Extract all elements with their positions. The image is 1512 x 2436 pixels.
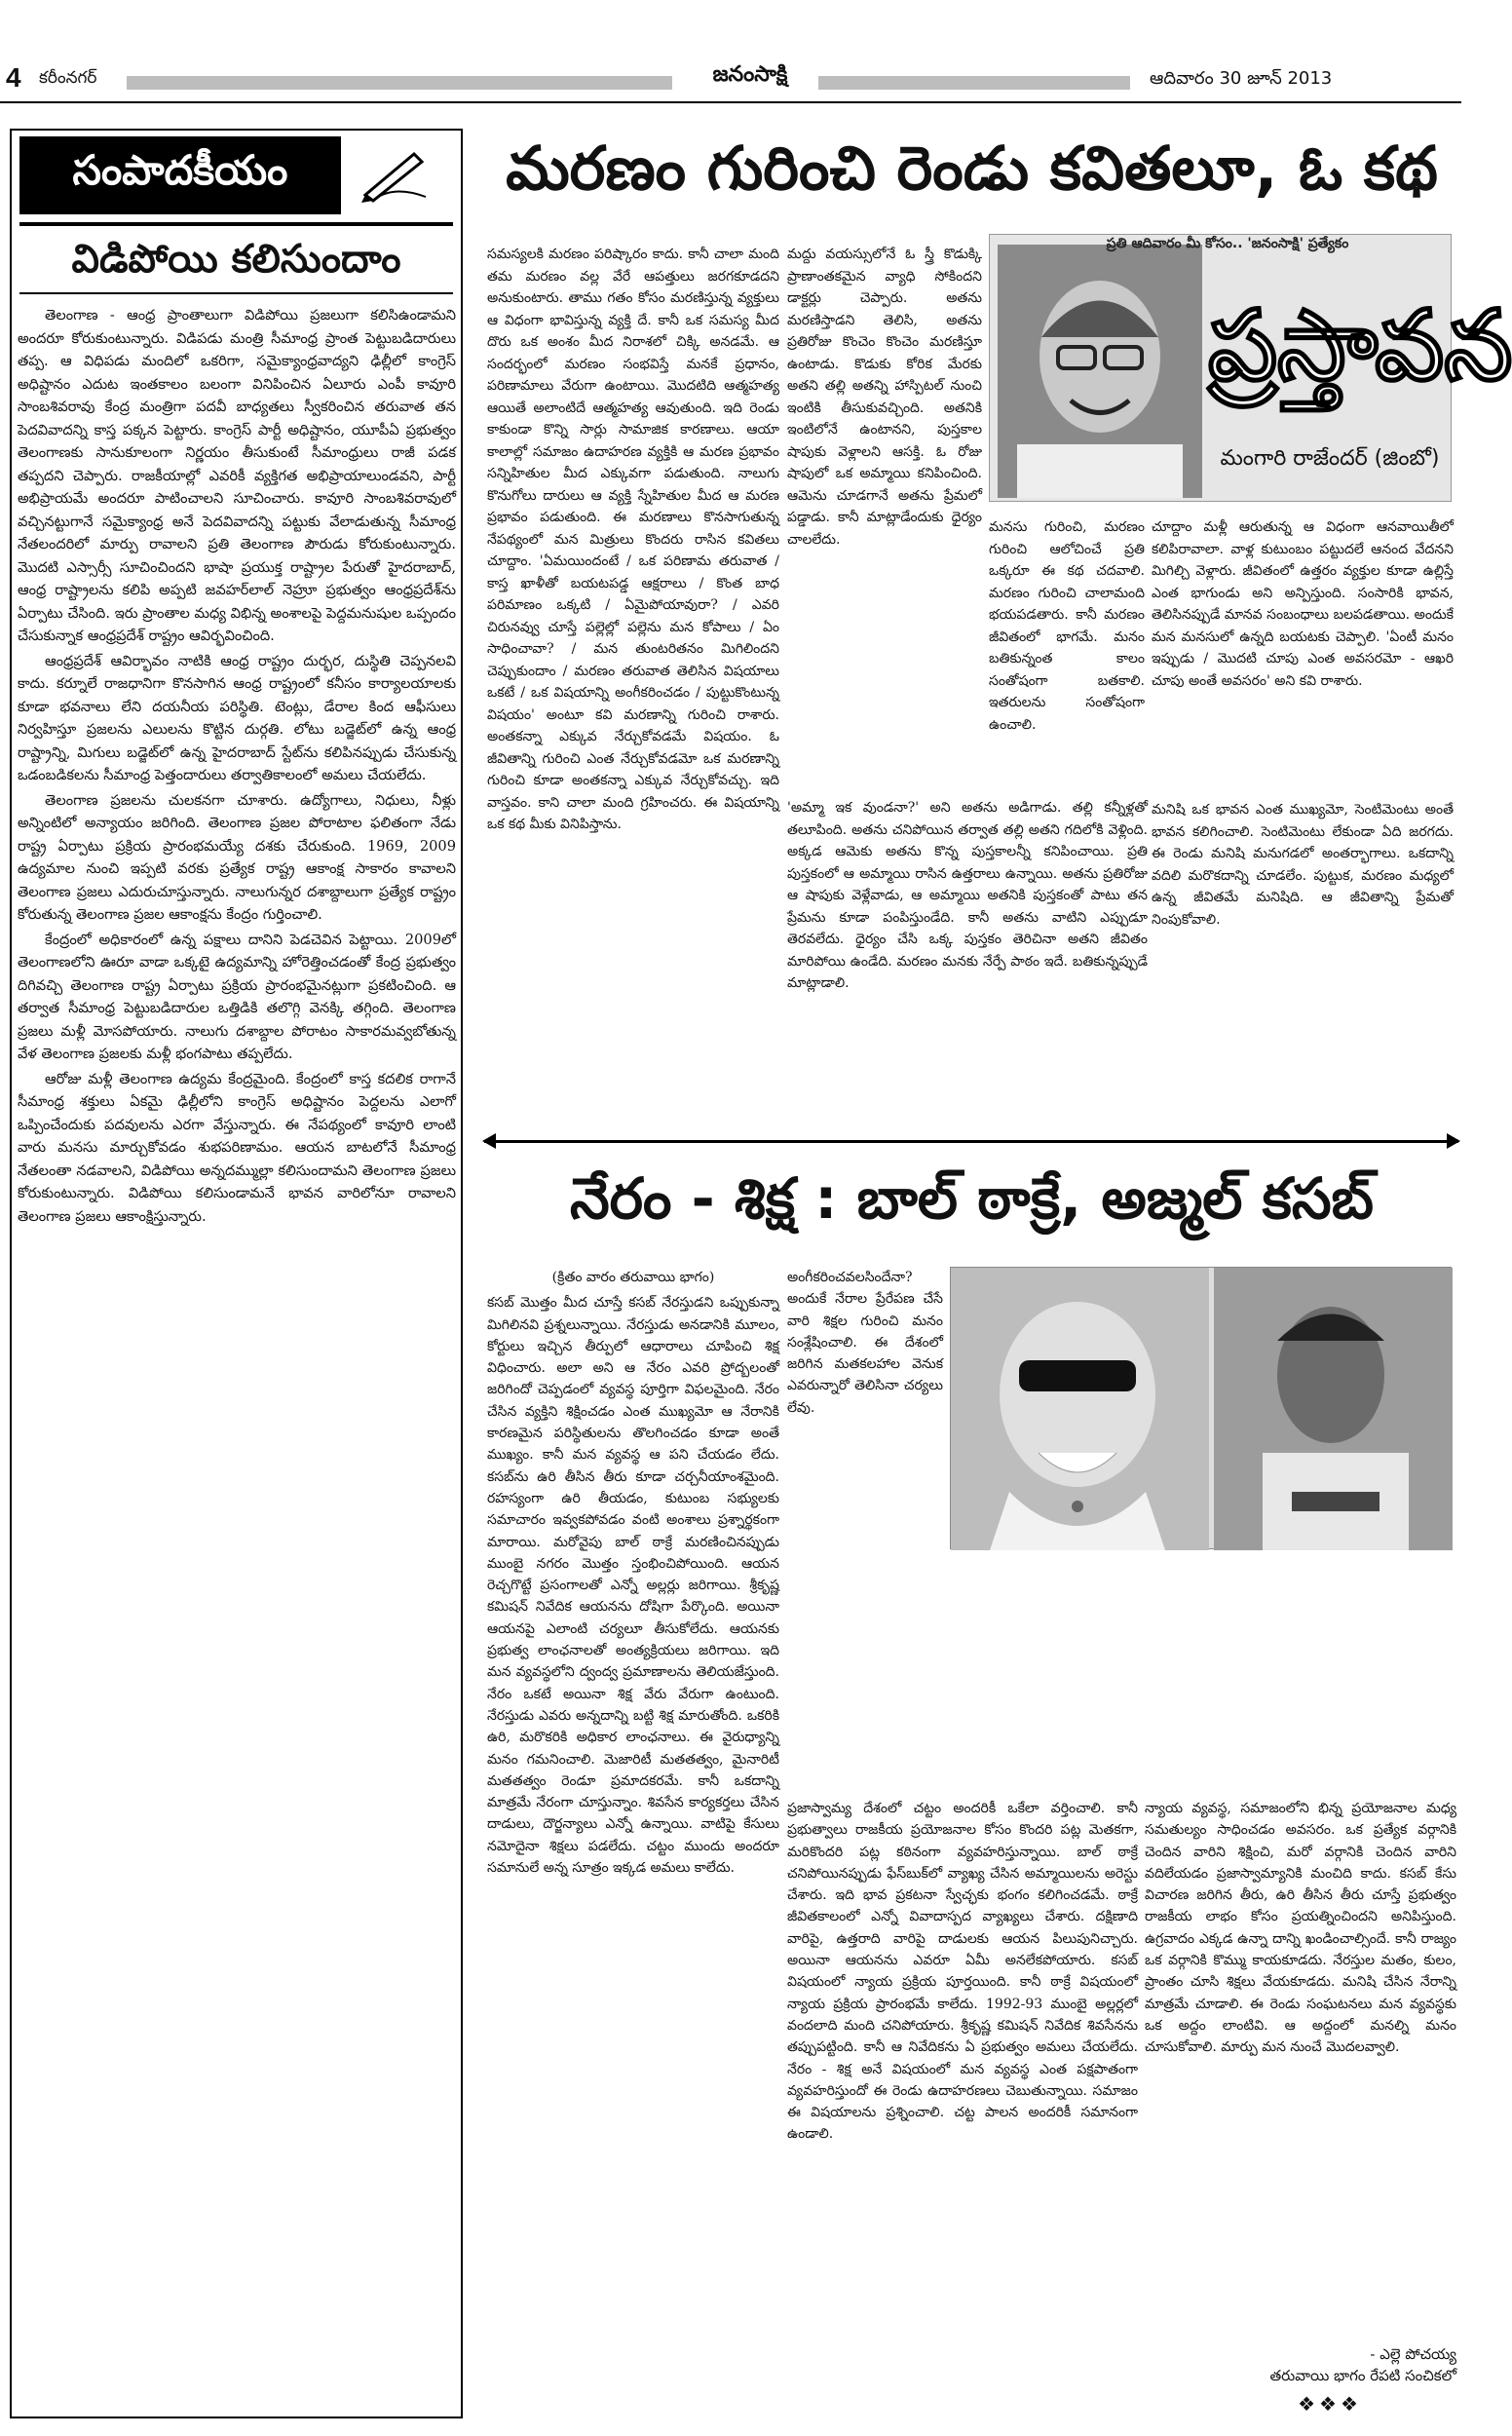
arrow-right-icon [1447, 1133, 1460, 1149]
article2-column-1-text: కసబ్ మొత్తం మీద చూస్తే కసబ్ నేరస్తుడని ఒప్పుకున్నా మిగిలినవి ప్రశ్నలున్నాయి. నేరస్తుడు అనడానికి మూలం, కోర్టులు ఇచ్చిన తీర్పులో ఆధారాలు చూపించి శిక్ష విధించారు. అలా అని ఆ నేరం ఎవరి ప్రోద్బలంతో జరిగిందో చెప్పడంలో వ్యవస్థ పూర్తిగా విఫలమైంది. నేరం చేసిన వ్యక్తిని శిక్షించడం ఎంత ముఖ్యమో ఆ నేరానికి కారణమైన పరిస్థితులను తొలగించడం కూడా అంతే ముఖ్యం. కానీ మన వ్యవస్థ ఆ పని చేయడం లేదు. కసబ్‌ను ఉరి తీసిన తీరు కూడా చర్చనీయాంశమైంది. రహస్యంగా ఉరి తీయడం, కుటుంబ సభ్యులకు సమాచారం ఇవ్వకపోవడం వంటి అంశాలు ప్రశ్నార్థకంగా మారాయి. మరోవైపు బాల్ ఠాక్రే మరణించినప్పుడు ముంబై నగరం మొత్తం స్తంభించిపోయింది. ఆయన రెచ్చగొట్టే ప్రసంగాలతో ఎన్నో అల్లర్లు జరిగాయి. శ్రీకృష్ణ కమిషన్ నివేదిక ఆయనను దోషిగా పేర్కొంది. అయినా ఆయనపై ఎలాంటి చర్యలూ తీసుకోలేదు. ఆయనకు ప్రభుత్వ లాంఛనాలతో అంత్యక్రియలు జరిగాయి. ఇది మన వ్యవస్థలోని ద్వంద్వ ప్రమాణాలను తెలియజేస్తుంది. నేరం ఒకటే అయినా శిక్ష వేరు వేరుగా ఉంటుంది. నేరస్తుడు ఎవరు అన్నదాన్ని బట్టి శిక్ష మారుతోంది. ఒకరికి ఉరి, మరొకరికి అధికార లాంఛనాలు. ఈ వైరుధ్యాన్ని మనం గమనించాలి. మెజారిటీ మతతత్వం, మైనారిటీ మతతత్వం రెండూ ప్రమాదకరమే. కానీ ఒకదాన్ని మాత్రమే నేరంగా చూస్తున్నాం. శివసేన కార్యకర్తలు చేసిన దాడులు, దౌర్జన్యాలు ఎన్నో ఉన్నాయి. వాటిపై కేసులు నమోదైనా శిక్షలు పడలేదు. చట్టం ముందు అందరూ సమానులే అన్న సూత్రం ఇక్కడ అమలు కాలేదు. [487, 1295, 779, 1877]
column-banner-text: ప్రతి ఆదివారం మీ కోసం.. 'జనంసాక్షి' ప్రత్యేకం [1106, 236, 1349, 251]
paper-logo: జనంసాక్షి [712, 62, 788, 87]
header-rule-right [818, 76, 1130, 90]
header-rule-left [127, 76, 672, 90]
author-photo [998, 245, 1202, 498]
section-divider [484, 1140, 1458, 1143]
article1-column-right: చూద్దాం మళ్లీ ఆరుతున్న ఆ విధంగా ఆనవాయితీలో కలిపిరావాలా. వాళ్ల కుటుంబం పట్టుదలే ఆనంద వేదనని మిగిల్చి వెళ్లారు. జీవితంలో ఉత్తరం వ్యక్తుల కూడా ఉల్లిస్తే ఎంత భాగుండు అని అన్పిస్తుంది. సంసారికి భావన, తెలిసినప్పుడే మానవ సంబంధాలు బలపడతాయి. అందుకే మన మనసులో ఉన్నది బయటకు చెప్పాలి. 'ఏంటీ మనం ఇప్పుడు / మొదటి చూపు ఎంత అవసరమో - ఆఖరి చూపు అంతే అవసరం' అని కవి రాశారు. [1152, 519, 1454, 689]
issue-date: ఆదివారం 30 జూన్ 2013 [1150, 68, 1333, 89]
article2-column-2: అంగీకరించవలసిందేనా? అందుకే నేరాల ప్రేరేపణ చేసే వారి శిక్షల గురించి మనం సంశ్లేషించాలి. ఈ దేశంలో జరిగిన మతకలహాల వెనుక ఎవరున్నారో తెలిసినా చర్యలు లేవు. [787, 1270, 943, 1416]
column-title: ప్రస్తావన [1208, 288, 1512, 402]
continued-note: తరువాయి భాగం రేపటి సంచికలో [1269, 2367, 1456, 2384]
editorial-rule-bottom [19, 292, 453, 294]
article2-column-3: న్యాయ వ్యవస్థ, సమాజంలోని భిన్న ప్రయోజనాల మధ్య సమతుల్యం సాధించడం అవసరం. ఒక ప్రత్యేక వర్గానికి చెందిన వారిని శిక్షించి, మరో వర్గానికి చెందిన వారిని వదిలేయడం ప్రజాస్వామ్యానికి మంచిది కాదు. కసబ్ కేసు విచారణ జరిగిన తీరు, ఉరి తీసిన తీరు చూస్తే ప్రభుత్వం రాజకీయ లాభం కోసం ప్రయత్నించిందని అనిపిస్తుంది. ఉగ్రవాదం ఎక్కడ ఉన్నా దాన్ని ఖండించాల్సిందే. కానీ రాజ్యం ఒక వర్గానికి కొమ్ము కాయకూడదు. నేరస్తుల మతం, కులం, ప్రాంతం చూసి శిక్షలు వేయకూడదు. మనిషి చేసిన నేరాన్ని మాత్రమే చూడాలి. ఈ రెండు సంఘటనలు మన వ్యవస్థకు ఒక అద్దం లాంటివి. ఆ అద్దంలో మనల్ని మనం చూసుకోవాలి. మార్పు మన నుంచే మొదలవ్వాలి. [1145, 1801, 1456, 2056]
article1-column-1: సమస్యలకి మరణం పరిష్కారం కాదు. కానీ చాలా మంది తమ మరణం వల్ల వేరే ఆపత్తులు జరగకూడదని అనుకుంటారు. తాము గతం కోసం మరణిస్తున్న వ్యక్తులు ఆ విధంగా భావిస్తున్న వ్యక్తి దే. కానీ ఒక సమస్య మీద దొరు ఒక అంశం మీద నిరాశలో చిక్కి అనడమే. ఆ సందర్భంలో మరణం సంభవిస్తే మనకే ప్రధానం, పరిణామాలు వేరుగా ఉంటాయి. మొదటిది ఆత్మహత్య ఆయితే అలాంటిదే ఆత్మహత్య ఆవుతుంది. ఇది రెండు కాకుండా కొన్ని సార్లు సామాజిక కారణాలు. ఆయా కాలాల్లో సమాజం ఉదాహరణ వ్యక్తికి ఆ మరణ ప్రభావం సన్నిహితుల మీద ఎక్కువగా పడుతుంది. నాలుగు కొనుగోలు దారులు ఆ వ్యక్తి స్నేహితుల మీద ఆ మరణ ప్రభావం పడుతుంది. ఈ మరణాలు కొనసాగుతున్న నేపథ్యంలో మన మిత్రులు కొందరు రాసిన కవితలు చూద్దాం. 'ఏమయిందంటే / ఒక పరిణామ తరువాత / కాస్త ఖాళీతో బయటపడ్డ ఆక్షరాలు / కొంత బాధ పరిమాణం ఒక్కటి / ఏమైపోయావురా? / ఎవరి చిరునవ్వు చూస్తే పల్లెల్లో పల్లెను మన కోపాలు / ఏం సాధించావా? / మన తుంటరితనం మిగిలిందని చెప్పుకుందాం / మరణం తరువాత తెలిసిన విషయాలు ఒకటే / ఒక విషయాన్ని అంగీకరించడం / పుట్టుకొంటున్న విషయం' అంటూ కవి మరణాన్ని గురించి రాశారు. అంతకన్నా ఎక్కువ నేర్చుకోవడమే విషయం. ఓ జీవితాన్ని గురించి ఎంత నేర్చుకోవడమో ఒక మరణాన్ని గురించి కూడా అంతకన్నా ఎక్కువ నేర్చుకోవచ్చు. ఇది వాస్తవం. కాని చాలా మంది గ్రహించరు. ఈ విషయాన్ని ఒక కథ మీకు వినిపిస్తాను. [487, 247, 779, 832]
page-number: 4 [6, 62, 21, 93]
article2-column-1 [487, 1267, 779, 2426]
article2-subhead: (క్రితం వారం తరువాయి భాగం) [551, 1270, 715, 1285]
article1-column-2: మద్దు వయస్సులోనే ఓ స్త్రీ కొడుక్కి ప్రాణాంతకమైన వ్యాధి సోకిందని డాక్టర్లు చెప్పారు. అతను మరణిస్తాడని తెలిసి, అతను ప్రతిరోజు కొంచెం కొంచెం మరణిస్తూ ఉంటాడు. కొడుకు కోరిక మేరకు అతని తల్లి అతన్ని హాస్పిటల్ నుంచి ఇంటికి తీసుకువచ్చింది. అతనికి ఇంటిలోనే ఉంటానని, పుస్తకాల షాపుకు వెళ్లాలని ఆసక్తి. ఓ రోజు షాపులో ఒక అమ్మాయి కనిపించింది. ఆమెను చూడగానే అతను ప్రేమలో పడ్డాడు. కానీ మాట్లాడేందుకు ధైర్యం చాలలేదు. [787, 247, 982, 548]
article2-column-2b: ప్రజాస్వామ్య దేశంలో చట్టం అందరికీ ఒకేలా వర్తించాలి. కానీ ప్రభుత్వాలు రాజకీయ ప్రయోజనాల కోసం కొందరి పట్ల మెతకగా, మరికొందరి పట్ల కఠినంగా వ్యవహరిస్తున్నాయి. బాల్ ఠాక్రే చనిపోయినప్పుడు ఫేస్‌బుక్‌లో వ్యాఖ్య చేసిన అమ్మాయిలను అరెస్టు చేశారు. ఇది భావ ప్రకటనా స్వేచ్ఛకు భంగం కలిగించడమే. ఠాక్రే జీవితకాలంలో ఎన్నో వివాదాస్పద వ్యాఖ్యలు చేశారు. దక్షిణాది వారిపై, ఉత్తరాది వారిపై దాడులకు ఆయన పిలుపునిచ్చారు. అయినా ఆయనను ఎవరూ ఏమీ అనలేకపోయారు. కసబ్ విషయంలో న్యాయ ప్రక్రియ పూర్తయింది. కానీ ఠాక్రే విషయంలో న్యాయ ప్రక్రియ ప్రారంభమే కాలేదు. 1992-93 ముంబై అల్లర్లలో వందలాది మంది చనిపోయారు. శ్రీకృష్ణ కమిషన్ నివేదిక శివసేనను తప్పుపట్టింది. కానీ ఆ నివేదికను ఏ ప్రభుత్వం అమలు చేయలేదు. నేరం - శిక్ష అనే విషయంలో మన వ్యవస్థ ఎంత పక్షపాతంగా వ్యవహరిస్తుందో ఈ రెండు ఉదాహరణలు చెబుతున్నాయి. సమాజం ఈ విషయాలను ప్రశ్నించాలి. చట్ట పాలన అందరికీ సమానంగా ఉండాలి. [787, 1801, 1138, 2143]
arrow-left-icon [482, 1133, 496, 1149]
editorial-body [18, 304, 456, 2414]
editorial-section-label: సంపాదకీయం [19, 136, 341, 214]
article1-column-mid: మనసు గురించి, మరణం గురించి ఆలోచించే ప్రతి ఒక్కరూ ఈ కథ చదవాలి. మరణం గురించి చాలామంది భయపడతారు. కానీ మరణం జీవితంలో భాగమే. మనం బతికున్నంత కాలం సంతోషంగా బతకాలి. ఇతరులను సంతోషంగా ఉంచాలి. [989, 519, 1145, 733]
editorial-headline: విడిపోయి కలిసుందాం [71, 237, 401, 282]
editorial-paragraph: తెలంగాణ - ఆంధ్ర ప్రాంతాలుగా విడిపోయి ప్రజలుగా కలిసిఉండామని అందరూ కోరుకుంటున్నారు. విడిపడు మంత్రి సీమాంధ్ర ప్రాంత పెట్టుబడిదారులు తప్ప. ఆ విధిపడు మందిలో ఒకరిగా, సమైక్యాంధ్రవాద్యని ఢిల్లీలో కాంగ్రెస్ అధిష్టానం ఎదుట ఇంతకాలం బలంగా వినిపించిన ఏలూరు ఎంపీ కావూరి సాంబశివరావు కేంద్ర మంత్రిగా పదవీ బాధ్యతలు స్వీకరించిన తరువాత తన పెదవివాదన్ని కాస్త పక్కన పెట్టారు. కాంగ్రెస్ పార్టీ అధిష్టానం, యూపీఏ ప్రభుత్వం తెలంగాణకు సానుకూలంగా నిర్ణయం తీసుకుంటే సీమాంధ్రులు రాజీ పడక తప్పదని చెప్పారు. రాజకీయాల్లో ఎవరికీ వ్యక్తిగత అభిప్రాయాలుండవని, పార్టీ అభిప్రాయమే అందరూ పాటించాలని సూచించారు. కావూరి సాంబశివరావులో వచ్చినట్టుగానే సమైక్యాంధ్ర అనే పెదవివాదన్ని పట్టుకు వేలాడుతున్న సీమాంధ్ర నేతలందరిలో మార్పు రావాలని ప్రతి తెలంగాణ పౌరుడు కోరుకుంటున్నారు. మొదటి ఎస్సార్సీ సూచించిందని భాషా ప్రయుక్త రాష్ట్రాల పేరుతో హైదరాబాద్, ఆంధ్ర రాష్ట్రాలను కలిపి అప్పటి జవహర్‌లాల్ నెహ్రూ ప్రభుత్వం ఆంధ్రప్రదేశ్‌ను ఏర్పాటు చేసింది. ఇరు ప్రాంతాల మధ్య విభిన్న అంశాలపై పెద్దమనుషుల ఒప్పందం చేసుకున్నాక ఆంధ్రప్రదేశ్ రాష్ట్రం ఆవిర్భవించింది. [18, 307, 456, 644]
editorial-paragraph: ఆంధ్రప్రదేశ్ ఆవిర్భావం నాటికి ఆంధ్ర రాష్ట్రం దుర్భర, దుస్థితి చెప్పనలవి కాదు. కర్నూలే రాజధానిగా కొనసాగిన ఆంధ్ర రాష్ట్రంలో కనీసం కార్యాలయాలకు కూడా భవనాలు లేని దయనీయ పరిస్థితి. టెంట్లు, డేరాల కింద ఆఫీసులు నిర్వహిస్తూ ప్రజలను ఎలులను కొట్టిన దుర్గతి. లోటు బడ్జెట్‌లో ఉన్న ఆంధ్ర రాష్ట్రాన్ని, మిగులు బడ్జెట్‌లో ఉన్న హైదరాబాద్ స్టేట్‌ను కలిపినప్పుడు చేసుకున్న ఒడంబడికలను సీమాంధ్ర పెత్తందారులు తర్వాతికాలంలో అమలు చేయలేదు. [18, 652, 456, 783]
article2-headline: నేరం - శిక్ష : బాల్ ఠాక్రే, అజ్మల్ కసబ్ [569, 1165, 1375, 1232]
article1-headline: మరణం గురించి రెండు కవితలూ, ఓ కథ [506, 133, 1438, 204]
article1-column-3: మనిషి ఒక భావన ఎంత ముఖ్యమో, సెంటిమెంటు అంతే భావన కలిగించాలి. సెంటిమెంటు లేకుండా ఏది జరగదు. ఈ రెండు మనిషి మనుగడలో అంతర్భాగాలు. ఒకదాన్ని వదిలి మరొకదాన్ని చూడలేం. పుట్టుక, మరణం మధ్యలో ఉన్న జీవితమే మనిషిది. ఆ జీవితాన్ని ప్రేమతో నింపుకోవాలి. [1152, 802, 1454, 928]
header-divider [0, 101, 1461, 103]
article2-signature [1145, 2343, 1456, 2392]
editorial-paragraph: ఆరోజు మళ్లీ తెలంగాణ ఉద్యమ కేంద్రమైంది. కేంద్రంలో కాస్త కదలిక రాగానే సీమాంధ్ర శక్తులు ఏకమై ఢిల్లీలోని కాంగ్రెస్ అధిష్టానం పెద్దలను ఎలాగో ఒప్పించేందుకు పదవులను ఎరగా వేస్తున్నారు. ఈ నేపథ్యంలో కావూరి లాంటి వారు మనసు మార్చుకోవడం శుభపరిణామం. ఆయన బాటలోనే సీమాంధ్ర నేతలంతా నడవాలని, విడిపోయి అన్నదమ్ముల్లా కలిసుందామని తెలంగాణ ప్రజలు కోరుకుంటున్నారు. విడిపోయి కలిసుండామనే భావన వారిలోనూ రావాలని తెలంగాణ ప్రజలు ఆకాంక్షిస్తున్నారు. [18, 1070, 456, 1225]
pen-icon [356, 146, 434, 205]
article1-column-2b: 'అమ్మా ఇక వుండనా?' అని అతను అడిగాడు. తల్లి కన్నీళ్లతో తలూపింది. అతను చనిపోయిన తర్వాత తల్లి అతని గదిలోకి వెళ్లింది. అక్కడ ఆమెకు అతను కొన్న పుస్తకాలన్నీ కనిపించాయి. ప్రతి పుస్తకంలో ఆ అమ్మాయి రాసిన ఉత్తరాలు ఉన్నాయి. అతను ప్రతిరోజు ఆ షాపుకు వెళ్లేవాడు, ఆ అమ్మాయి అతనికి పుస్తకంతో పాటు తన ప్రేమను కూడా పంపిస్తుండేది. కానీ అతను వాటిని ఎప్పుడూ తెరవలేదు. ధైర్యం చేసి ఒక్క పుస్తకం తెరిచినా అతని జీవితం మారిపోయి ఉండేది. మరణం మనకు నేర్పే పాఠం ఇదే. బతికున్నప్పుడే మాట్లాడాలి. [787, 800, 1148, 991]
column-author: మంగారి రాజేందర్ (జింబో) [1220, 446, 1440, 471]
edition-city: కరీంనగర్ [39, 68, 97, 88]
end-ornament: ❖❖❖ [1298, 2392, 1362, 2416]
photos-thackeray-kasab [951, 1268, 1453, 1550]
editorial-paragraph: కేంద్రంలో అధికారంలో ఉన్న పక్షాలు దానిని పెడచెవిన పెట్టాయి. 2009లో తెలంగాణలోని ఊరూ వాడా ఒక్కటై ఉద్యమాన్ని హోరెత్తించడంతో కేంద్ర ప్రభుత్వం దిగివచ్చి తెలంగాణ రాష్ట్ర ఏర్పాటు ప్రక్రియ ప్రారంభమైనట్లుగా ప్రకటించింది. ఆ తర్వాత సీమాంధ్ర పెట్టుబడిదారుల ఒత్తిడికి తలొగ్గి వెనక్కి తగ్గింది. తెలంగాణ ప్రజలు మళ్లీ మోసపోయారు. నాలుగు దశాబ్దాల పోరాటం సాకారమవ్వబోతున్న వేళ తెలంగాణ ప్రజలకు మళ్లీ భంగపాటు తప్పలేదు. [18, 931, 456, 1062]
author-name: - ఎల్లె పోచయ్య [1370, 2345, 1456, 2363]
editorial-paragraph: తెలంగాణ ప్రజలను చులకనగా చూశారు. ఉద్యోగాలు, నిధులు, నీళ్లు అన్నింటిలో అన్యాయం జరిగింది. తెలంగాణ ప్రజల పోరాటాల ఫలితంగా నేడు రాష్ట్ర ఏర్పాటు ప్రక్రియ ప్రారంభమయ్యే దశకు చేరుకుంది. 1969, 2009 ఉద్యమాల నుంచి ఇప్పటి వరకు ప్రత్యేక రాష్ట్ర ఆకాంక్ష సాకారం కావాలని తెలంగాణ ప్రజలు ఎదురుచూస్తున్నారు. నాలుగున్నర దశాబ్దాలుగా ప్రత్యేక రాష్ట్రం కోరుతున్న తెలంగాణ ప్రజల ఆకాంక్షను కేంద్రం గుర్తించాలి. [18, 791, 456, 923]
news-photos [950, 1267, 1452, 1549]
